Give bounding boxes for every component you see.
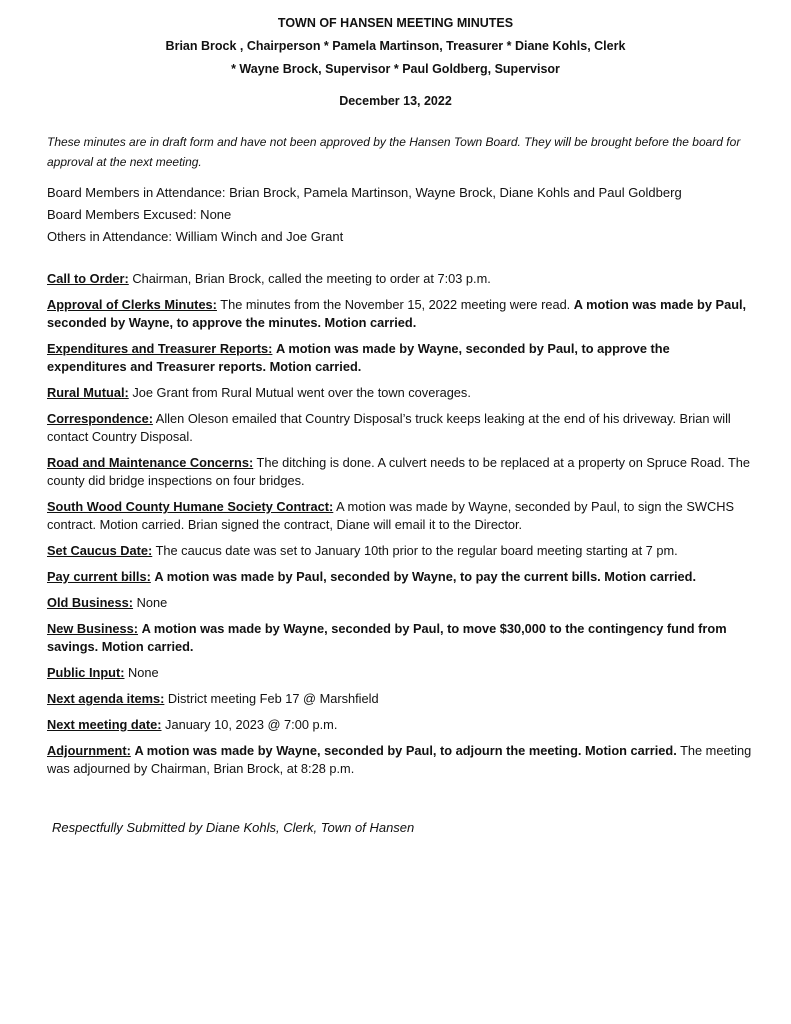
- item-text: Joe Grant from Rural Mutual went over the town coverages.: [128, 385, 471, 400]
- agenda-items: [47, 270, 752, 786]
- attendance-others: Others in Attendance: William Winch and Joe Grant: [47, 229, 344, 244]
- item-motion: A motion was made by Wayne, seconded by Paul, to approve the expenditures and Treasurer reports. Motion carried.: [47, 341, 670, 374]
- item-heading: Call to Order:: [47, 271, 129, 286]
- item-text: District meeting Feb 17 @ Marshfield: [164, 691, 379, 706]
- item-text: None: [133, 595, 168, 610]
- item-text: Chairman, Brian Brock, called the meeting to order at 7:03 p.m.: [128, 271, 491, 286]
- item-old-business: [47, 594, 752, 612]
- item-text: The ditching is done. A culvert needs to be replaced at a property on Spruce Road. The county did bridge inspections on four bridges.: [47, 455, 751, 488]
- document-title: TOWN OF HANSEN MEETING MINUTES: [277, 16, 514, 30]
- item-heading: Old Business:: [47, 595, 134, 610]
- item-adjournment: [47, 742, 752, 778]
- item-text: None: [124, 665, 159, 680]
- item-heading: Road and Maintenance Concerns:: [47, 455, 254, 470]
- item-heading: Adjournment:: [47, 743, 131, 758]
- submitted-by: Respectfully Submitted by Diane Kohls, Clerk, Town of Hansen: [52, 820, 415, 835]
- item-humane-society: [47, 498, 752, 534]
- item-motion: A motion was made by Wayne, seconded by Paul, to move $30,000 to the contingency fund from savings. Motion carried.: [47, 621, 727, 654]
- item-after-text: The meeting was adjourned by Chairman, Brian Brock, at 8:28 p.m.: [47, 743, 752, 776]
- item-rural-mutual: [47, 384, 752, 402]
- item-motion: A motion was made by Wayne, seconded by Paul, to adjourn the meeting. Motion carried.: [134, 743, 677, 758]
- item-text: January 10, 2023 @ 7:00 p.m.: [161, 717, 338, 732]
- draft-notice: These minutes are in draft form and have not been approved by the Hansen Town Board. They will be brought before the board for approval at the next meeting.: [47, 135, 741, 169]
- item-motion: A motion was made by Paul, seconded by Wayne, to approve the minutes. Motion carried.: [47, 297, 747, 330]
- item-approval-of-minutes: [47, 296, 752, 332]
- item-heading: South Wood County Humane Society Contract:: [47, 499, 334, 514]
- item-pay-bills: [47, 568, 752, 586]
- attendance-excused: Board Members Excused: None: [47, 207, 232, 222]
- item-text: The caucus date was set to January 10th prior to the regular board meeting starting at 7 pm.: [152, 543, 678, 558]
- item-correspondence: [47, 410, 752, 446]
- officers-line-1: Brian Brock , Chairperson * Pamela Martinson, Treasurer * Diane Kohls, Clerk: [165, 39, 626, 53]
- item-next-agenda: [47, 690, 752, 708]
- item-heading: Next meeting date:: [47, 717, 162, 732]
- meeting-date: December 13, 2022: [339, 94, 452, 108]
- item-next-meeting: [47, 716, 752, 734]
- item-heading: Set Caucus Date:: [47, 543, 153, 558]
- item-heading: Pay current bills:: [47, 569, 151, 584]
- item-heading: Rural Mutual:: [47, 385, 129, 400]
- item-motion: A motion was made by Paul, seconded by Wayne, to pay the current bills. Motion carried.: [154, 569, 697, 584]
- item-road-maintenance: [47, 454, 752, 490]
- item-text: A motion was made by Wayne, seconded by Paul, to sign the SWCHS contract. Motion carried. Brian signed the contract, Diane will email it to the Director.: [47, 499, 734, 532]
- officers-line-2: * Wayne Brock, Supervisor * Paul Goldberg, Supervisor: [231, 62, 560, 76]
- item-heading: Correspondence:: [47, 411, 153, 426]
- item-heading: Approval of Clerks Minutes:: [47, 297, 217, 312]
- item-call-to-order: [47, 270, 752, 288]
- item-expenditures: [47, 340, 752, 376]
- item-heading: New Business:: [47, 621, 139, 636]
- item-heading: Expenditures and Treasurer Reports:: [47, 341, 273, 356]
- item-text: Allen Oleson emailed that Country Disposal’s truck keeps leaking at the end of his driveway. Brian will contact Country Disposal.: [47, 411, 731, 444]
- item-new-business: [47, 620, 752, 656]
- item-caucus-date: [47, 542, 752, 560]
- item-public-input: [47, 664, 752, 682]
- attendance-present: Board Members in Attendance: Brian Brock, Pamela Martinson, Wayne Brock, Diane Kohls and Paul Goldberg: [47, 185, 682, 200]
- item-heading: Public Input:: [47, 665, 125, 680]
- item-text: The minutes from the November 15, 2022 meeting were read.: [216, 297, 574, 312]
- item-heading: Next agenda items:: [47, 691, 165, 706]
